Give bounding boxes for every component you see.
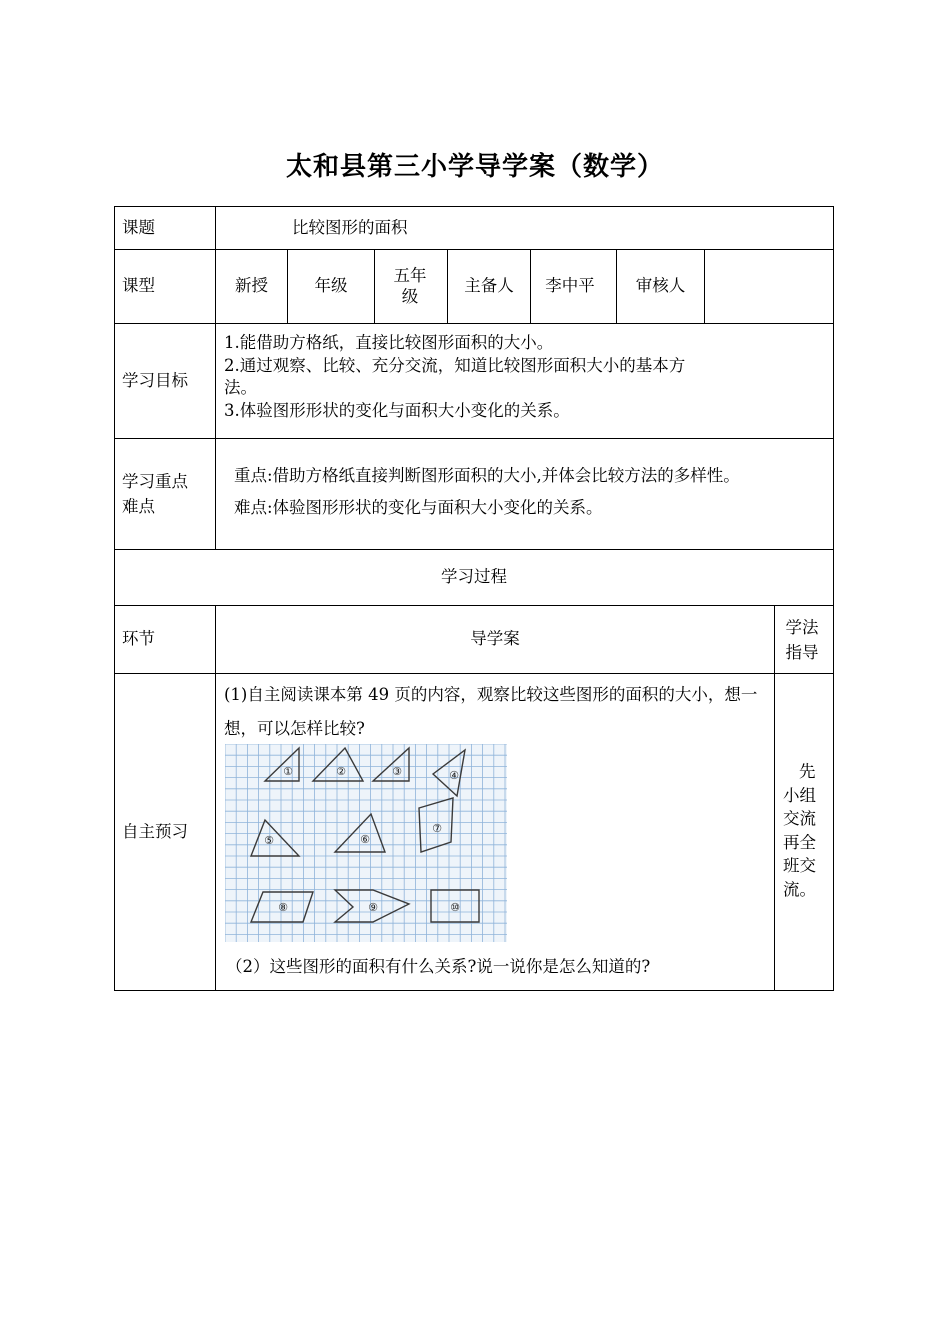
question-1: (1)自主阅读课本第 49 页的内容，观察比较这些图形的面积的大小，想一想，可以怎样比较?: [224, 685, 758, 738]
shape-label-5: ⑤: [264, 834, 274, 847]
important-point: 重点:借助方格纸直接判断图形面积的大小,并体会比较方法的多样性。: [234, 466, 740, 485]
goal-item: 3.体验图形形状的变化与面积大小变化的关系。: [224, 400, 570, 420]
shape-label-10: ⑩: [450, 901, 460, 914]
shape-label-3: ③: [392, 765, 402, 778]
shape-label-9: ⑨: [368, 901, 378, 914]
guide-header: 导学案: [470, 629, 520, 649]
key-points-label: 学习重点难点: [122, 472, 188, 516]
shape-label-2: ②: [336, 765, 346, 778]
goals-list: [224, 332, 784, 422]
grade-value: 五年级: [393, 265, 427, 306]
topic-label: 课题: [122, 217, 155, 237]
goals-label: 学习目标: [122, 370, 188, 390]
shape-label-7: ⑦: [432, 822, 442, 835]
self-study-stage: 自主预习: [122, 821, 188, 841]
grid-paper: [225, 744, 507, 942]
reviewer-label: 审核人: [635, 276, 686, 296]
shape-label-1: ①: [283, 765, 293, 778]
type-label: 课型: [122, 276, 155, 296]
goal-item: 法。: [224, 378, 257, 397]
type-value: 新授: [235, 276, 268, 296]
key-points-content: [234, 460, 832, 524]
preparer-value: 李中平: [545, 276, 595, 296]
difficult-point: 难点:体验图形形状的变化与面积大小变化的关系。: [234, 498, 603, 517]
goal-item: 1.能借助方格纸，直接比较图形面积的大小。: [224, 333, 554, 352]
reviewer-value: [705, 250, 833, 323]
stage-header: 环节: [122, 629, 155, 649]
page-title: 太和县第三小学导学案（数学）: [285, 152, 664, 182]
shape-label-6: ⑥: [360, 833, 370, 846]
question-2: （2）这些图形的面积有什么关系?说一说你是怎么知道的?: [226, 957, 651, 976]
grade-label: 年级: [314, 276, 348, 296]
preparer-label: 主备人: [464, 276, 514, 296]
method-header: 学法指导: [785, 617, 819, 662]
shape-label-4: ④: [449, 769, 459, 782]
method-note: 先小组交流再全班交流。: [783, 762, 816, 899]
shape-label-8: ⑧: [278, 901, 288, 914]
process-heading: 学习过程: [441, 567, 507, 587]
topic-value: 比较图形的面积: [292, 217, 408, 237]
goal-item: 2.通过观察、比较、充分交流，知道比较图形面积大小的基本方: [224, 355, 686, 375]
shapes-grid-figure: [225, 744, 507, 942]
